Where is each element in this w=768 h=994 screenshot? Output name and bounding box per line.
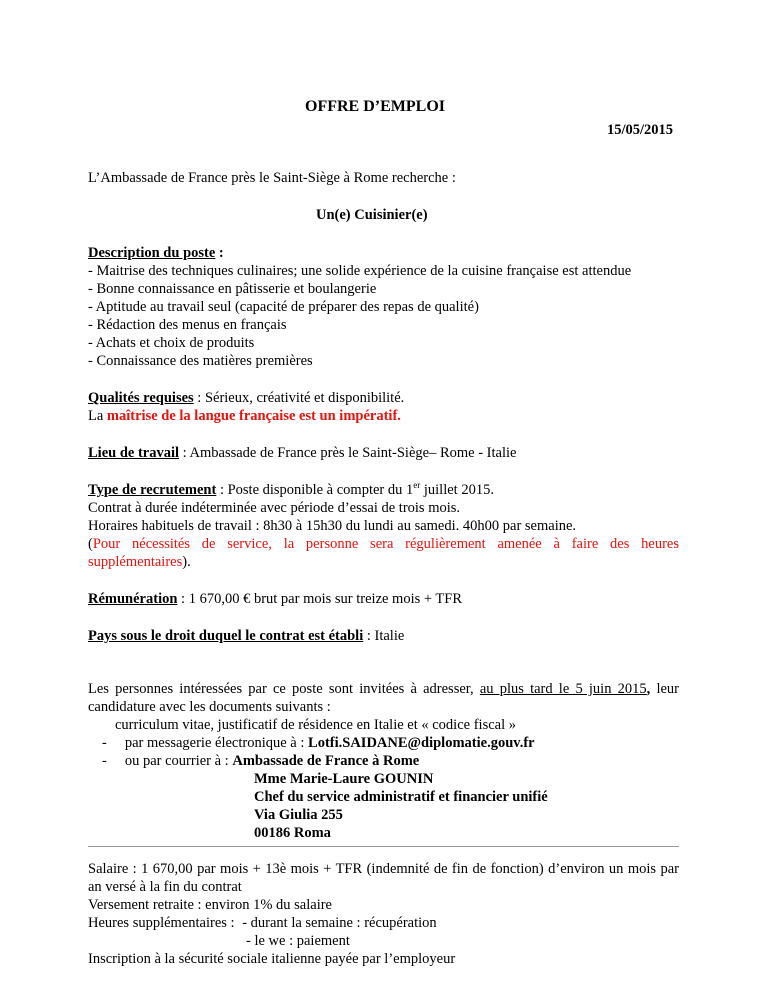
description-item: - Maitrise des techniques culinaires; une solide expérience de la cuisine française est attendue <box>88 263 632 279</box>
application-text-a: Les personnes intéressées par ce poste sont invitées à adresser, <box>88 681 480 697</box>
description-item: - Bonne connaissance en pâtisserie et boulangerie <box>88 281 377 297</box>
language-prefix: La <box>88 408 107 424</box>
description-item: - Connaissance des matières premières <box>88 353 313 369</box>
bullet-dash: - <box>102 753 107 769</box>
description-heading: Description du poste <box>88 245 216 261</box>
footer-overtime-line <box>88 914 437 932</box>
mail-line <box>102 752 419 770</box>
address-line: Mme Marie-Laure GOUNIN <box>254 771 434 787</box>
address-line: Ambassade de France à Rome <box>232 753 420 769</box>
law-text: : Italie <box>363 628 405 644</box>
salary-heading: Rémunération <box>88 591 178 607</box>
contact-email[interactable]: Lotfi.SAIDANE@diplomatie.gouv.fr <box>308 735 535 751</box>
bullet-dash: - <box>102 735 107 751</box>
overtime-note-text: Pour nécessités de service, la personne sera régulièrement amenée à faire des heures supplémentaires <box>88 536 679 570</box>
mail-prefix: ou par courrier à : <box>124 753 233 769</box>
document-title: OFFRE D’EMPLOI <box>305 98 445 115</box>
recruitment-heading: Type de recrutement <box>88 482 217 498</box>
overtime-week: - durant la semaine : récupération <box>242 915 437 931</box>
description-item: - Rédaction des menus en français <box>88 317 287 333</box>
location-heading: Lieu de travail <box>88 445 180 461</box>
address-line: 00186 Roma <box>254 825 331 841</box>
footer-salary: Salaire : 1 670,00 par mois + 13è mois + TFR (indemnité de fin de fonction) d’environ un mois par an versé à la fin du contrat <box>88 861 679 895</box>
recruitment-text: : Poste disponible à compter du 1 <box>216 482 414 498</box>
application-text-b: leur candidature avec les documents suivants : <box>88 681 679 715</box>
application-text <box>88 680 679 716</box>
description-colon: : <box>215 245 224 261</box>
location-line <box>88 444 516 462</box>
separator-line <box>88 846 679 847</box>
recruitment-sup: er <box>413 480 421 491</box>
description-item: - Aptitude au travail seul (capacité de préparer des repas de qualité) <box>88 299 479 315</box>
salary-line <box>88 590 462 608</box>
document-date: 15/05/2015 <box>607 122 674 138</box>
salary-text: : 1 670,00 € brut par mois sur treize mois + TFR <box>177 591 463 607</box>
footer-social: Inscription à la sécurité sociale italienne payée par l’employeur <box>88 951 456 967</box>
email-prefix: par messagerie électronique à : <box>124 735 309 751</box>
position-title: Un(e) Cuisinier(e) <box>316 207 428 223</box>
qualities-text: : Sérieux, créativité et disponibilité. <box>193 390 405 406</box>
law-line <box>88 627 404 645</box>
overtime-note <box>88 535 679 571</box>
application-deadline: au plus tard le 5 juin 2015 <box>479 681 647 697</box>
overtime-label: Heures supplémentaires : <box>88 915 235 931</box>
required-documents: curriculum vitae, justificatif de résidence en Italie et « codice fiscal » <box>115 717 516 733</box>
recruitment-text-end: juillet 2015. <box>420 482 494 498</box>
overtime-weekend: - le we : paiement <box>246 933 350 949</box>
intro-text: L’Ambassade de France près le Saint-Siège à Rome recherche : <box>88 170 456 186</box>
note-open: ( <box>88 536 93 552</box>
qualities-heading: Qualités requises <box>88 390 194 406</box>
language-requirement-line <box>88 407 401 425</box>
hours-text: Horaires habituels de travail : 8h30 à 15h30 du lundi au samedi. 40h00 par semaine. <box>88 518 577 534</box>
address-line: Via Giulia 255 <box>254 807 343 823</box>
application-comma: , <box>646 681 651 697</box>
address-line: Chef du service administratif et financier unifié <box>254 789 548 805</box>
location-text: : Ambassade de France près le Saint-Siège– Rome - Italie <box>179 445 517 461</box>
email-line <box>102 734 535 752</box>
contract-text: Contrat à durée indéterminée avec période d’essai de trois mois. <box>88 500 461 516</box>
description-item: - Achats et choix de produits <box>88 335 255 351</box>
law-heading: Pays sous le droit duquel le contrat est établi <box>88 628 364 644</box>
note-close: ). <box>182 554 191 570</box>
description-heading-line <box>88 244 224 262</box>
qualities-line <box>88 389 404 407</box>
footer-pension: Versement retraite : environ 1% du salaire <box>88 897 332 913</box>
language-requirement: maîtrise de la langue française est un impératif. <box>106 408 401 424</box>
recruitment-line <box>88 481 494 499</box>
